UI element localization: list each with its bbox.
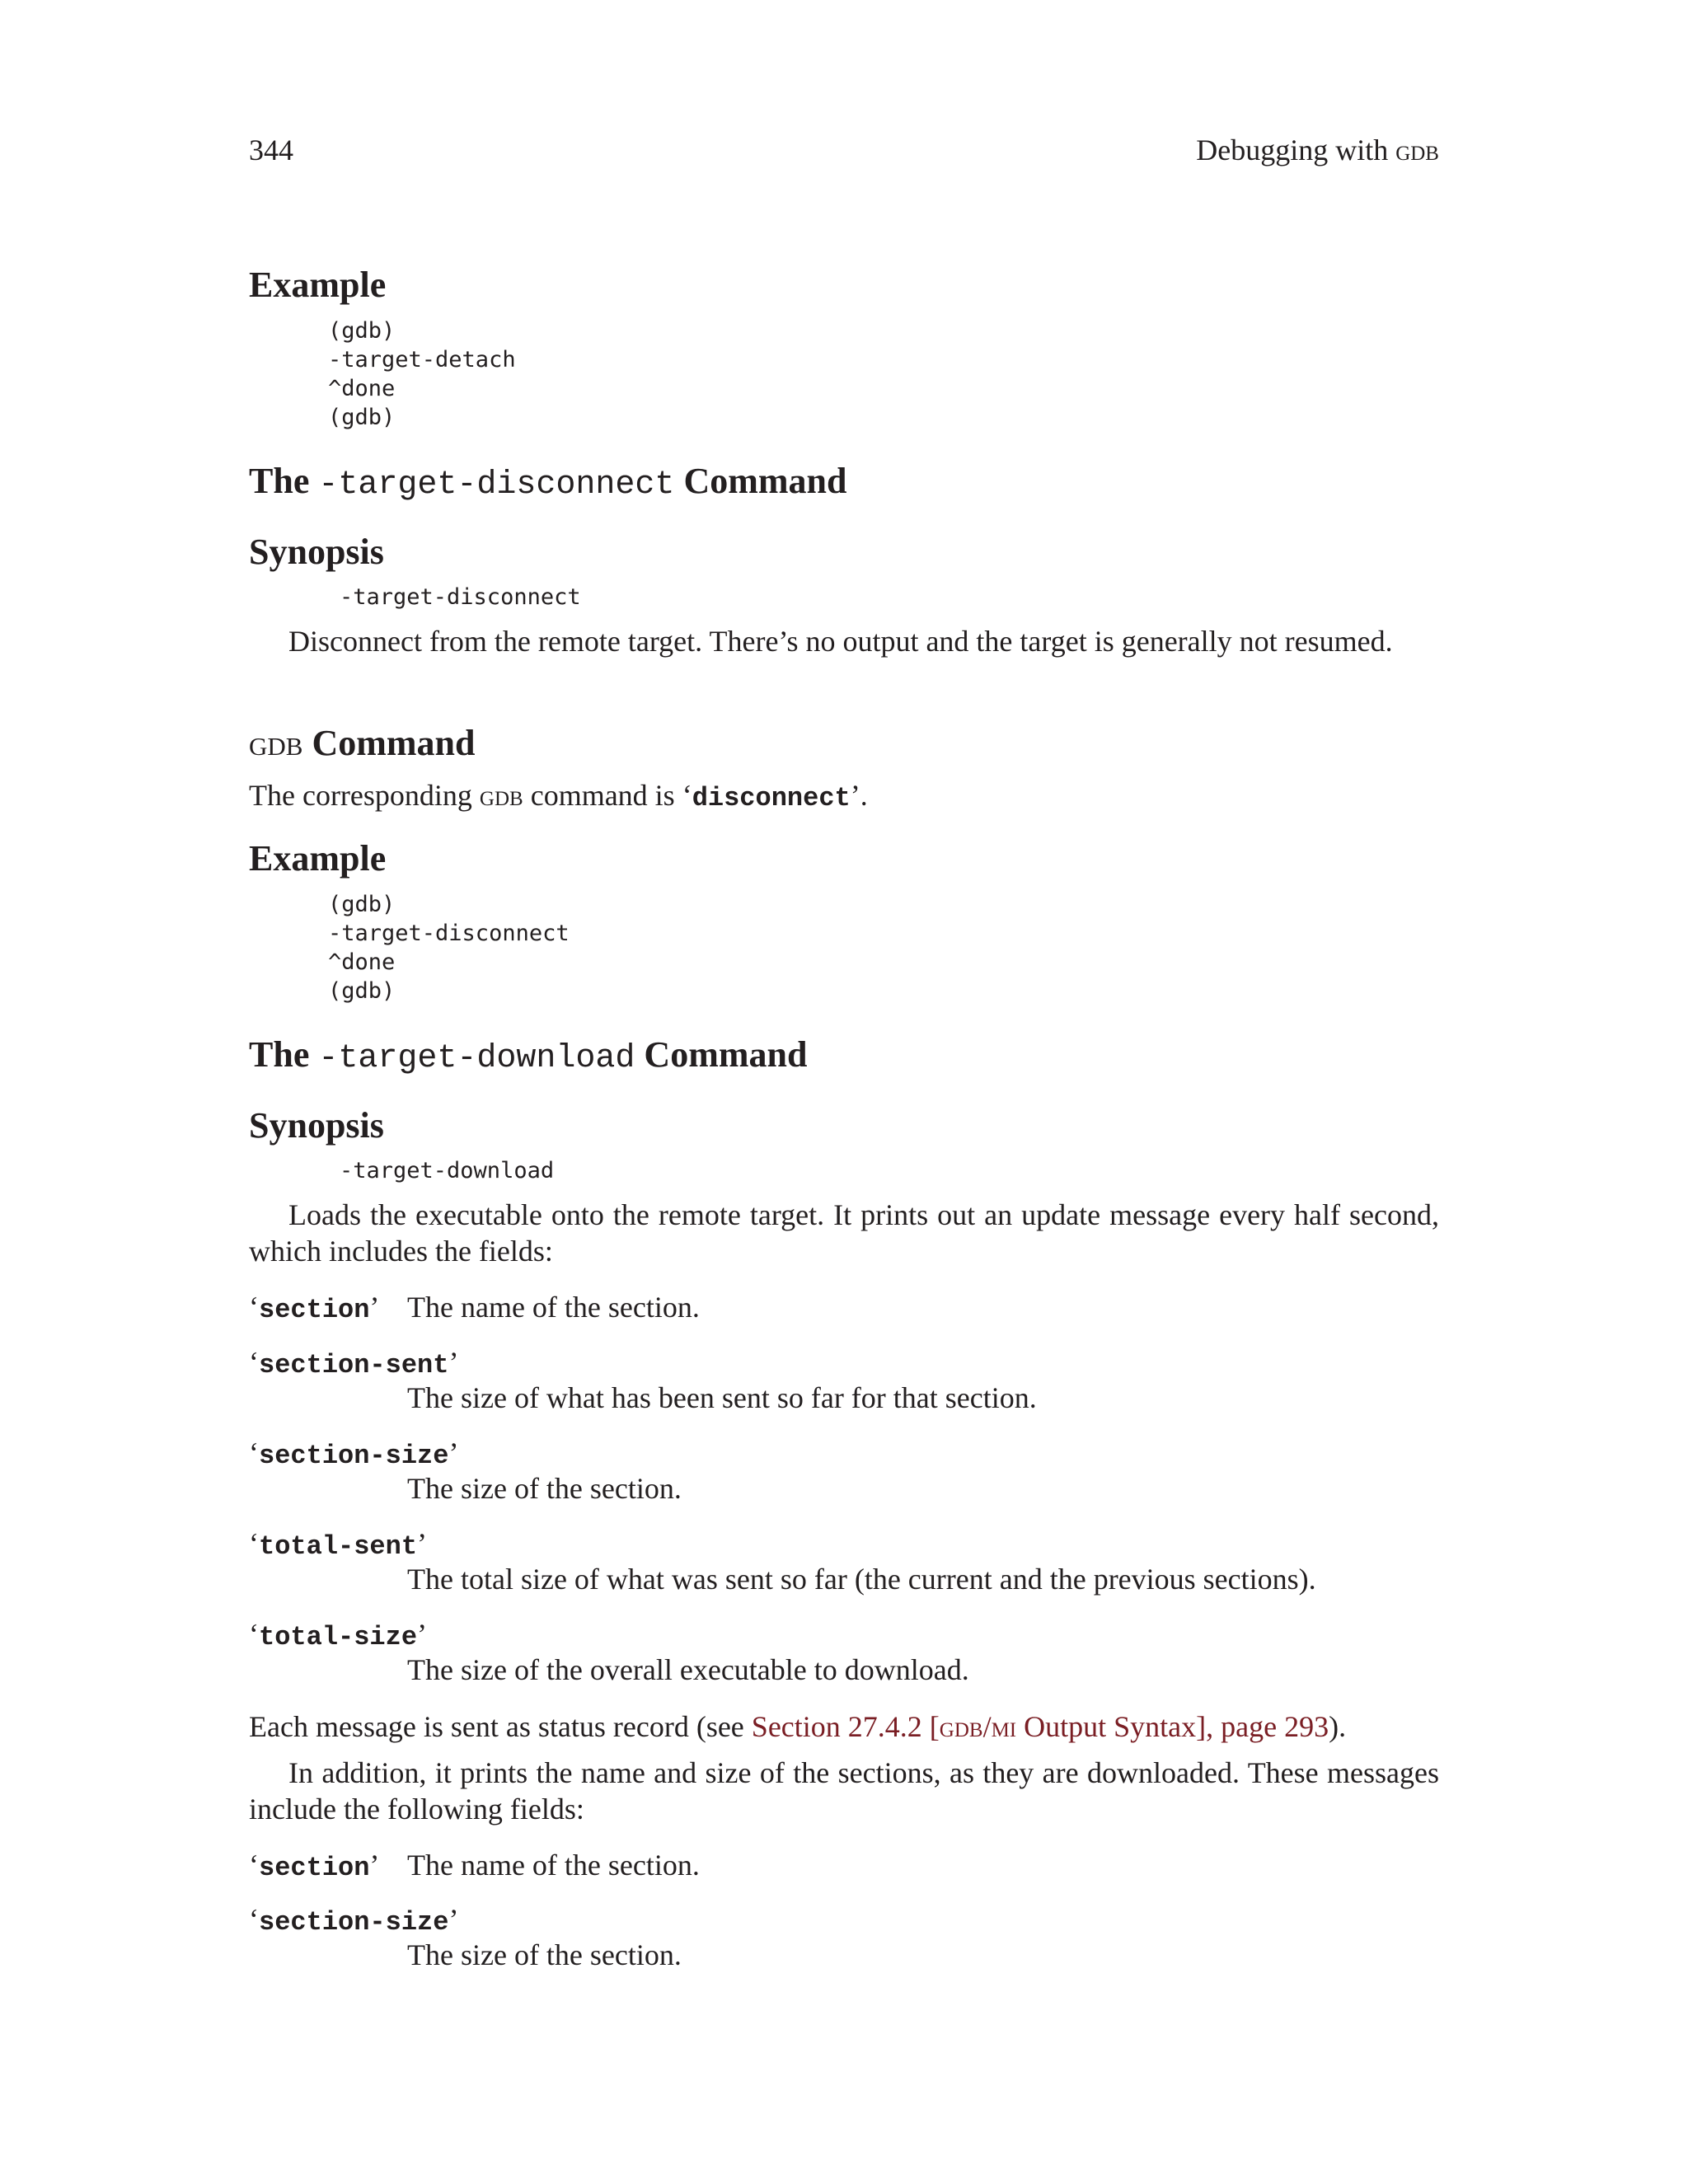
- text-part: Each message is sent as status record (see: [249, 1710, 752, 1743]
- heading-code: -target-download: [318, 1040, 635, 1077]
- detach-example-code: (gdb) -target-detach ^done (gdb): [328, 318, 516, 430]
- heading-command: Command: [302, 723, 476, 763]
- detach-example-heading: Example: [249, 265, 387, 305]
- heading-code: -target-disconnect: [318, 466, 675, 504]
- disconnect-gdb-command-heading: [249, 722, 475, 765]
- field-term-code: section: [259, 1295, 370, 1325]
- field-term-code: total-size: [259, 1622, 418, 1652]
- field-description: The size of the section.: [407, 1472, 682, 1505]
- field-term: ‘section’: [249, 1849, 380, 1883]
- field-term: ‘total-size’: [249, 1618, 428, 1652]
- field-term: ‘section’: [249, 1291, 380, 1325]
- field-term-code: section: [259, 1853, 370, 1883]
- disconnect-gdb-command-text: [249, 777, 1439, 817]
- disconnect-example-heading: Example: [249, 838, 387, 879]
- document-page: [249, 0, 1439, 2184]
- field-term-code: section-size: [259, 1907, 449, 1938]
- text-part: ’.: [850, 779, 868, 812]
- field-term: ‘section-size’: [249, 1903, 459, 1938]
- field-term-code: section-sent: [259, 1350, 449, 1380]
- field-term: ‘section-sent’: [249, 1346, 459, 1380]
- page-number: 344: [249, 134, 293, 166]
- running-title-text: Debugging with: [1196, 134, 1396, 166]
- running-title: [1196, 132, 1439, 168]
- text-part: command is ‘: [523, 779, 692, 812]
- disconnect-example-code: (gdb) -target-disconnect ^done (gdb): [328, 892, 570, 1004]
- heading-prefix: The: [249, 1034, 319, 1075]
- field-description: The name of the section.: [407, 1291, 700, 1324]
- text-part: ).: [1329, 1710, 1347, 1743]
- link-part: Output Syntax], page 293: [1016, 1710, 1329, 1743]
- download-command-heading: [249, 1033, 807, 1080]
- field-description: The size of what has been sent so far for that section.: [407, 1381, 1037, 1414]
- disconnect-synopsis-code: -target-disconnect: [340, 584, 581, 610]
- field-description: The name of the section.: [407, 1849, 700, 1882]
- disconnect-description: Disconnect from the remote target. There’s no output and the target is generally not resumed.: [288, 625, 1393, 658]
- field-description: The size of the section.: [407, 1938, 682, 1971]
- field-term: ‘section-size’: [249, 1436, 459, 1471]
- running-title-gdb: gdb: [1395, 134, 1439, 166]
- text-part: The corresponding: [249, 779, 480, 812]
- section-link[interactable]: [752, 1710, 1329, 1743]
- link-gdb-mi: gdb/mi: [939, 1710, 1017, 1743]
- text-code: disconnect: [692, 783, 851, 813]
- text-gdb: gdb: [479, 779, 523, 812]
- download-description: Loads the executable onto the remote target. It prints out an update message every half second, which includes the fields:: [249, 1198, 1439, 1268]
- field-term: ‘total-sent’: [249, 1527, 428, 1562]
- download-synopsis-code: -target-download: [340, 1158, 555, 1183]
- heading-suffix: Command: [674, 461, 847, 501]
- field-description: The total size of what was sent so far (the current and the previous sections).: [407, 1563, 1316, 1596]
- status-record-text: [249, 1708, 1439, 1745]
- heading-gdb: gdb: [249, 723, 303, 763]
- heading-suffix: Command: [635, 1034, 808, 1075]
- disconnect-synopsis-heading: Synopsis: [249, 532, 384, 572]
- field-term-code: total-sent: [259, 1531, 418, 1562]
- field-term-code: section-size: [259, 1441, 449, 1471]
- field-description: The size of the overall executable to download.: [407, 1653, 969, 1686]
- addition-paragraph: In addition, it prints the name and size of the sections, as they are downloaded. These messages include the following fields:: [249, 1756, 1439, 1825]
- download-synopsis-heading: Synopsis: [249, 1105, 384, 1146]
- disconnect-command-heading: [249, 460, 846, 507]
- heading-prefix: The: [249, 461, 319, 501]
- link-part: Section 27.4.2 [: [751, 1710, 940, 1743]
